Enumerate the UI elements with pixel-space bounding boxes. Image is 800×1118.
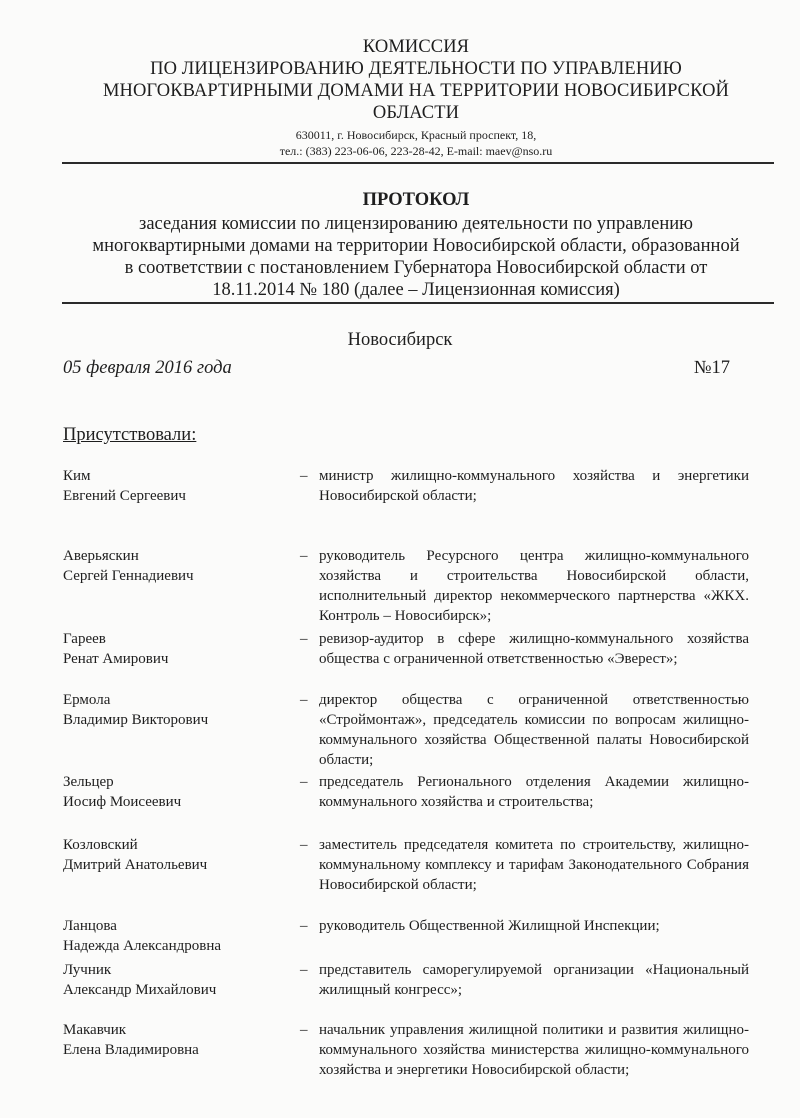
protocol-line: заседания комиссии по лицензированию деятельности по управлению [139,214,693,234]
attendee-surname: Зельцер [63,774,114,790]
attendee-role: председатель Регионального отделения Академии жилищно-коммунального хозяйства и строительства; [319,774,749,810]
protocol-line: в соответствии с постановлением Губернатора Новосибирской области от [124,258,708,278]
org-contacts: тел.: (383) 223-06-06, 223-28-42, E-mail: maev@nso.ru [279,144,553,158]
dash: – [300,774,308,790]
attendee-name [63,916,303,956]
attendee-surname: Ким [63,468,91,484]
attendee-role: представитель саморегулируемой организации «Национальный жилищный конгресс»; [319,962,749,998]
attendee-surname: Ланцова [63,918,117,934]
attendee-role: руководитель Ресурсного центра жилищно-коммунального хозяйства и строительства Новосибирской области, исполнительный директор некоммерческого партнерства «ЖКХ. Контроль – Новосибирск»; [319,548,749,624]
attendee-given-name: Александр Михайлович [63,982,217,998]
attendee-name [63,690,303,730]
org-line: ПО ЛИЦЕНЗИРОВАНИЮ ДЕЯТЕЛЬНОСТИ ПО УПРАВЛЕНИЮ [150,59,682,79]
attendee-name [63,466,303,506]
attendee-role: руководитель Общественной Жилищной Инспекции; [319,918,660,934]
attendee-given-name: Надежда Александровна [63,938,221,954]
attendee-given-name: Дмитрий Анатольевич [63,857,208,873]
attendee-surname: Макавчик [63,1022,127,1038]
attendee-given-name: Ренат Амирович [63,651,169,667]
attendee-given-name: Владимир Викторович [63,712,209,728]
letterhead [60,36,772,159]
protocol-number: №17 [693,358,730,378]
protocol-line: 18.11.2014 № 180 (далее – Лицензионная комиссия) [212,280,620,300]
org-line: КОМИССИЯ [362,37,470,57]
org-line: ОБЛАСТИ [372,103,460,123]
protocol-title: ПРОТОКОЛ [362,190,470,210]
attendee-name [63,772,303,812]
attendee-given-name: Иосиф Моисеевич [63,794,182,810]
attendee-name [63,546,303,586]
dash: – [300,631,308,647]
protocol-divider [62,302,774,304]
attendee-surname: Ермола [63,692,111,708]
attendee-surname: Аверьяскин [63,548,139,564]
org-address: 630011, г. Новосибирск, Красный проспект, 18, [295,128,537,142]
attendee-name [63,960,303,1000]
attendee-role: ревизор-аудитор в сфере жилищно-коммунального хозяйства общества с ограниченной ответственностью «Эверест»; [319,631,749,667]
attendee-surname: Козловский [63,837,138,853]
meeting-date: 05 февраля 2016 года [63,358,232,378]
dash: – [300,837,308,853]
dash: – [300,918,308,934]
protocol-line: многоквартирными домами на территории Новосибирской области, образованной [92,236,740,256]
dash: – [300,692,308,708]
attendee-given-name: Евгений Сергеевич [63,488,186,504]
attendee-role: директор общества с ограниченной ответственностью «Строймонтаж», председатель комиссии по вопросам жилищно-коммунального хозяйства Общественной палаты Новосибирской области; [319,692,749,768]
dash: – [300,468,308,484]
org-line: МНОГОКВАРТИРНЫМИ ДОМАМИ НА ТЕРРИТОРИИ НОВОСИБИРСКОЙ [102,81,730,101]
header-divider [62,162,774,164]
attendee-name [63,1020,303,1060]
attendee-role: министр жилищно-коммунального хозяйства и энергетики Новосибирской области; [319,468,749,504]
city: Новосибирск [347,330,453,350]
attendee-given-name: Сергей Геннадиевич [63,568,194,584]
attendee-role: начальник управления жилищной политики и развития жилищно-коммунального хозяйства министерства жилищно-коммунального хозяйства и энергетики Новосибирской области; [319,1022,749,1078]
attendee-role: заместитель председателя комитета по строительству, жилищно-коммунальному комплексу и тарифам Законодательного Собрания Новосибирской области; [319,837,749,893]
attendees-heading: Присутствовали: [63,425,197,445]
attendee-name [63,835,303,875]
dash: – [300,962,308,978]
attendee-surname: Лучник [63,962,112,978]
attendee-given-name: Елена Владимировна [63,1042,199,1058]
attendee-surname: Гареев [63,631,106,647]
dash: – [300,548,308,564]
dash: – [300,1022,308,1038]
protocol-heading [60,190,772,301]
attendee-name [63,629,303,669]
